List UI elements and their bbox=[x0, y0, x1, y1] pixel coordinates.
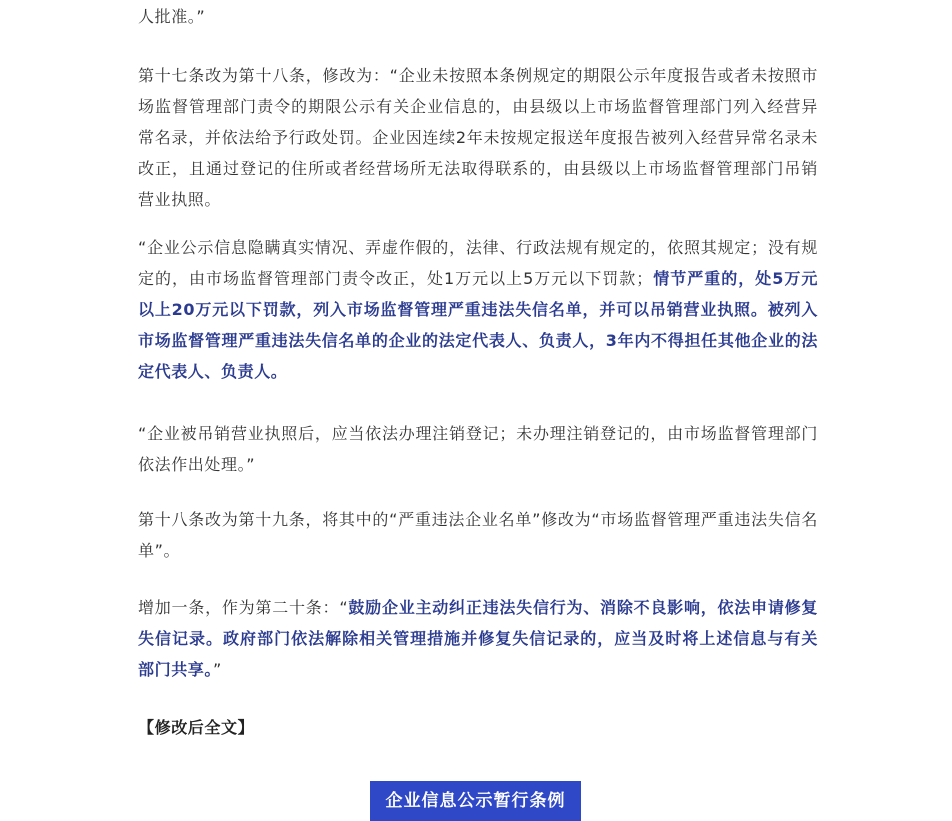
paragraph-article-17: 第十七条改为第十八条，修改为：“企业未按照本条例规定的期限公示年度报告或者未按照市场监督管理部门责令的期限公示有关企业信息的，由县级以上市场监督管理部门列入经营异常名录，并依法给予行政处罚。企业因连续2年未按规定报送年度报告被列入经营异常名录未改正，且通过登记的住所或者经营场所无法取得联系的，由县级以上市场监督管理部门吊销营业执照。 bbox=[138, 66, 818, 209]
paragraph-approval-end: 人批准。” bbox=[138, 7, 206, 26]
highlight-credit-repair: 鼓励企业主动纠正违法失信行为、消除不良影响，依法申请修复失信记录。政府部门依法解除相关管理措施并修复失信记录的，应当及时将上述信息与有关部门共享。 bbox=[138, 598, 818, 679]
paragraph-new-article-20-end: ” bbox=[213, 660, 222, 679]
paragraph-article-18: 第十八条改为第十九条，将其中的“严重违法企业名单”修改为“市场监督管理严重违法失信名单”。 bbox=[138, 510, 818, 560]
paragraph-new-article-20 bbox=[138, 592, 818, 685]
paragraph-license-revoked: “企业被吊销营业执照后，应当依法办理注销登记；未办理注销登记的，由市场监督管理部门依法作出处理。” bbox=[138, 424, 818, 474]
paragraph-disclosure-fraud bbox=[138, 232, 818, 387]
paragraph-disclosure-fraud-text: “企业公示信息隐瞒真实情况、弄虚作假的，法律、行政法规有规定的，依照其规定；没有规定的，由市场监督管理部门责令改正，处1万元以上5万元以下罚款； bbox=[138, 238, 818, 288]
regulation-title-button[interactable]: 企业信息公示暂行条例 bbox=[370, 781, 581, 821]
highlight-severe-penalty: 情节严重的，处5万元以上20万元以下罚款，列入市场监督管理严重违法失信名单，并可以吊销营业执照。被列入市场监督管理严重违法失信名单的企业的法定代表人、负责人，3年内不得担任其他企业的法定代表人、负责人。 bbox=[138, 269, 818, 381]
paragraph-new-article-20-text: 增加一条，作为第二十条：“ bbox=[138, 598, 349, 617]
section-heading-full-text: 【修改后全文】 bbox=[138, 718, 255, 737]
